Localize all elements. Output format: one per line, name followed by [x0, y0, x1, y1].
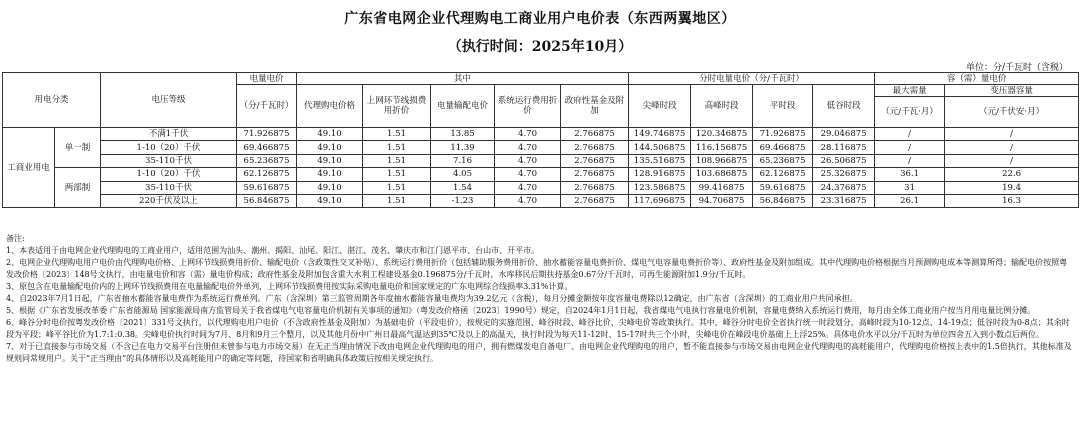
header-valley: 低谷时段: [813, 85, 875, 128]
cell-peak-top: 149.746875: [629, 128, 691, 141]
cell-tdp: 11.39: [431, 141, 495, 154]
tariff-table: [2, 72, 1079, 208]
header-transmission-price: 电量输配电价: [431, 85, 495, 128]
cell-valley: 26.506875: [813, 154, 875, 167]
header-energy-price-unit: （分/千瓦时）: [237, 85, 297, 128]
cell-peak-top: 117.696875: [629, 194, 691, 207]
cell-voltage: 1-10（20）千伏: [101, 168, 237, 181]
note-item: 1、本表适用于由电网企业代理购电的工商业用户，适用范围为汕头、潮州、揭阳、汕尾、阳江、湛江、茂名、肇庆市和江门恩平市、台山市、开平市。: [6, 246, 540, 255]
cell-transformer: /: [945, 128, 1079, 141]
cell-valley: 28.116875: [813, 141, 875, 154]
cell-voltage: 35-110千伏: [101, 181, 237, 194]
cell-flat: 62.126875: [753, 168, 813, 181]
notes-title: 备注:: [6, 234, 25, 243]
header-line-loss: 上网环节线损费用折价: [363, 85, 431, 128]
notes-section: [6, 233, 1074, 365]
cell-gov: 2.766875: [561, 128, 629, 141]
cell-transformer: 16.3: [945, 194, 1079, 207]
header-energy-price: 电量电价: [237, 73, 297, 85]
cell-gov: 2.766875: [561, 168, 629, 181]
cell-loss: 1.51: [363, 194, 431, 207]
unit-note: 单位：分/千瓦时（含税）: [965, 63, 1068, 73]
header-peak: 高峰时段: [691, 85, 753, 128]
cell-sys: 4.70: [495, 168, 561, 181]
page-subtitle: （执行时间：2025年10月）: [447, 39, 633, 55]
cell-peak-top: 128.916875: [629, 168, 691, 181]
cell-peak-top: 144.506875: [629, 141, 691, 154]
cell-loss: 1.51: [363, 168, 431, 181]
cell-agency: 49.10: [297, 168, 363, 181]
table-row: [3, 181, 1079, 194]
cell-flat: 69.466875: [753, 141, 813, 154]
header-peak-top: 尖峰时段: [629, 85, 691, 128]
cell-loss: 1.51: [363, 154, 431, 167]
cell-demand: 31: [875, 181, 945, 194]
cell-tdp: -1.23: [431, 194, 495, 207]
header-voltage: 电压等级: [101, 73, 237, 128]
cell-loss: 1.51: [363, 141, 431, 154]
cell-flat: 71.926875: [753, 128, 813, 141]
cell-valley: 25.326875: [813, 168, 875, 181]
table-row: [3, 128, 1079, 141]
header-of-which: 其中: [297, 73, 629, 85]
header-flat: 平时段: [753, 85, 813, 128]
cell-demand: /: [875, 128, 945, 141]
cell-price: 65.236875: [237, 154, 297, 167]
note-item: 5、根据《广东省发展改革委 广东省能源局 国家能源局南方监管局关于我省煤电气电容量电价机制有关事项的通知》（粤发改价格函〔2023〕1990号）规定，自2024年1月1日起，我省煤电气电执行容量电价机制，容量电费纳入系统运行费用，每月由全体工商业用户按当月用电量比例分摊。: [6, 306, 1036, 315]
cell-price: 71.926875: [237, 128, 297, 141]
cell-peak: 116.156875: [691, 141, 753, 154]
cell-flat: 65.236875: [753, 154, 813, 167]
cell-sys: 4.70: [495, 141, 561, 154]
cell-valley: 29.046875: [813, 128, 875, 141]
cell-peak: 99.416875: [691, 181, 753, 194]
category-cell: 工商业用电: [3, 128, 55, 208]
header-transformer-unit: （元/千伏安·月）: [945, 97, 1079, 128]
cell-voltage: 不满1千伏: [101, 128, 237, 141]
cell-tdp: 4.05: [431, 168, 495, 181]
cell-agency: 49.10: [297, 154, 363, 167]
table-row: [3, 141, 1079, 154]
header-tou-price: 分时电量电价（分/千瓦时）: [629, 73, 875, 85]
group-single: 单一制: [55, 128, 101, 168]
group-two-part: 两部制: [55, 168, 101, 208]
cell-agency: 49.10: [297, 194, 363, 207]
header-gov-fund: 政府性基金及附加: [561, 85, 629, 128]
cell-peak: 94.706875: [691, 194, 753, 207]
cell-price: 56.846875: [237, 194, 297, 207]
cell-price: 69.466875: [237, 141, 297, 154]
cell-agency: 49.10: [297, 181, 363, 194]
cell-sys: 4.70: [495, 194, 561, 207]
cell-demand: /: [875, 154, 945, 167]
note-item: 2、电网企业代理购电用户电价由代理购电价格、上网环节线损费用折价、输配电价（含政策性交叉补贴）、系统运行费用折价（包括辅助服务费用折价、抽水蓄能容量电费折价、煤电气电容量电费折价等）、政府性基金及附加组成。其中代理购电价格根据当月预测购电成本等测算所得；输配电价按照粤发改价格〔2023〕148号文执行，由电量电价和容（需）量电价构成；政府性基金及附加包含重大水利工程建设基金0.196875分/千瓦时，水库移民后期扶持基金0.67分/千瓦时，可再生能源附加1.9分/千瓦时。: [6, 258, 1068, 279]
cell-voltage: 1-10（20）千伏: [101, 141, 237, 154]
note-item: 7、对于已直接参与市场交易（不含已在电力交易平台注册但未曾参与电力市场交易）在无正当理由情况下改由电网企业代理购电的用户，拥有燃煤发电自备电厂、由电网企业代理购电的用户，暂不能直接参与市场交易由电网企业代理购电的高耗能用户，代理购电价格按上表中的1.5倍执行，其他标准及规则同常规用户。关于“正当理由”的具体情形以及高耗能用户的确定等问题，待国家和省明确具体政策后按相关规定执行。: [6, 342, 1072, 363]
cell-valley: 24.376875: [813, 181, 875, 194]
table-row: [3, 168, 1079, 181]
header-capacity-price: 容（需）量电价: [875, 73, 1079, 85]
cell-gov: 2.766875: [561, 181, 629, 194]
cell-demand: 36.1: [875, 168, 945, 181]
note-item: 4、自2023年7月1日起，广东省抽水蓄能容量电费作为系统运行费单列。广东（含深圳）第三监管周期各年度抽水蓄能容量电费均为39.2亿元（含税），每月分摊金额按年度容量电费除以12确定，由广东省（含深圳）的工商业用户共同承担。: [6, 294, 858, 303]
cell-peak: 120.346875: [691, 128, 753, 141]
cell-peak: 108.966875: [691, 154, 753, 167]
table-row: [3, 154, 1079, 167]
cell-price: 62.126875: [237, 168, 297, 181]
cell-peak-top: 123.586875: [629, 181, 691, 194]
cell-gov: 2.766875: [561, 154, 629, 167]
cell-peak-top: 135.516875: [629, 154, 691, 167]
cell-sys: 4.70: [495, 128, 561, 141]
cell-demand: /: [875, 141, 945, 154]
cell-gov: 2.766875: [561, 141, 629, 154]
header-transformer: 变压器容量: [945, 85, 1079, 97]
cell-sys: 4.70: [495, 154, 561, 167]
page-title: 广东省电网企业代理购电工商业用户电价表（东西两翼地区）: [344, 11, 736, 27]
cell-flat: 56.846875: [753, 194, 813, 207]
cell-gov: 2.766875: [561, 194, 629, 207]
cell-agency: 49.10: [297, 141, 363, 154]
table-row: [3, 194, 1079, 207]
header-max-demand-unit: （元/千瓦·月）: [875, 97, 945, 128]
cell-sys: 4.70: [495, 181, 561, 194]
cell-loss: 1.51: [363, 128, 431, 141]
cell-tdp: 13.85: [431, 128, 495, 141]
header-agency-price: 代理购电价格: [297, 85, 363, 128]
cell-flat: 59.616875: [753, 181, 813, 194]
cell-loss: 1.51: [363, 181, 431, 194]
cell-valley: 23.316875: [813, 194, 875, 207]
cell-tdp: 7.16: [431, 154, 495, 167]
cell-transformer: 19.4: [945, 181, 1079, 194]
header-system-cost: 系统运行费用折价: [495, 85, 561, 128]
header-max-demand: 最大需量: [875, 85, 945, 97]
header-row-1: [3, 73, 1079, 85]
cell-voltage: 220千伏及以上: [101, 194, 237, 207]
cell-peak: 103.686875: [691, 168, 753, 181]
cell-demand: 26.1: [875, 194, 945, 207]
note-item: 6、峰谷分时电价按粤发改价格〔2021〕331号文执行，以代理购电用户电价（不含政府性基金及附加）为基础电价（平段电价），按规定的实施范围、峰谷时段、峰谷比价、尖峰电价等政策执行。其中，峰谷分时电价全省执行统一时段划分，高峰时段为10-12点、14-19点；低谷时段为0-8点；其余时段为平段；峰平谷比价为1.7:1:0.38。尖峰电价执行时间为7月、8月和9月三个整月，以及其他月份中广州日最高气温达到35℃及以上的高温天，执行时段为每天11-12时、15-17时共三个小时，尖峰电价在峰段电价基础上上浮25%。具体电价水平以分/千瓦时为单位四舍五入到小数点后两位。: [6, 318, 1070, 339]
cell-tdp: 1.54: [431, 181, 495, 194]
cell-voltage: 35-110千伏: [101, 154, 237, 167]
cell-transformer: /: [945, 141, 1079, 154]
note-item: 3、原包含在电量输配电价内的上网环节线损费用在电量输配电价外单列，上网环节线损费用按实际采购电量电价和国家规定的广东电网综合线损率3.31%计算。: [6, 282, 573, 291]
header-user-class: 用电分类: [3, 73, 101, 128]
cell-agency: 49.10: [297, 128, 363, 141]
cell-transformer: /: [945, 154, 1079, 167]
cell-transformer: 22.6: [945, 168, 1079, 181]
cell-price: 59.616875: [237, 181, 297, 194]
